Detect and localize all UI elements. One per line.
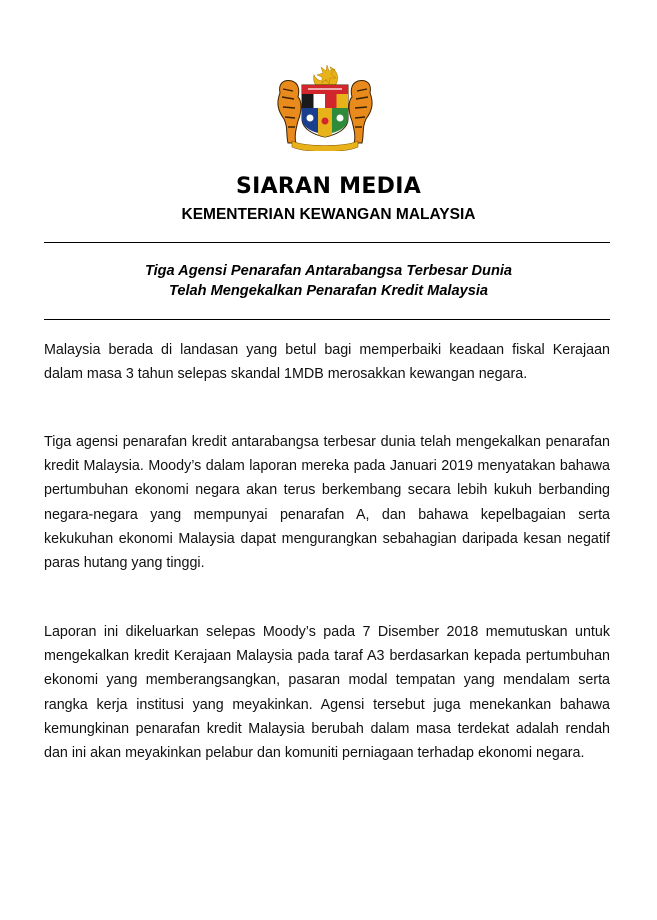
top-divider [44,242,610,243]
headline-line-2: Telah Mengekalkan Penarafan Kredit Malaysia [168,283,489,299]
paragraph-2: Tiga agensi penarafan kredit antarabangsa terbesar dunia telah mengekalkan penarafan kredit Malaysia. Moody’s dalam laporan mereka pada Januari 2019 menyatakan bahawa pertumbuhan ekonomi negara akan terus berkembang secara lebih kukuh berbanding negara-negara yang mempunyai penarafan A, dan bahawa kepelbagaian serta kekukuhan ekonomi Malaysia dapat mengurangkan sebahagian daripada kesan negatif paras hutang yang tinggi. [44,434,610,572]
bottom-divider [44,319,610,320]
page-title: SIARAN MEDIA [235,174,422,199]
paragraph-1: Malaysia berada di landasan yang betul bagi memperbaiki keadaan fiskal Kerajaan dalam masa 3 tahun selepas skandal 1MDB merosakkan kewangan negara. [44,342,610,383]
headline-line-1: Tiga Agensi Penarafan Antarabangsa Terbesar Dunia [144,263,513,279]
paragraph-3: Laporan ini dikeluarkan selepas Moody’s pada 7 Disember 2018 memutuskan untuk mengekalkan kredit Kerajaan Malaysia pada taraf A3 berdasarkan kepada pertumbuhan ekonomi yang memberangsangkan, pasaran modal tempatan yang mendalam serta rangka kerja institusi yang meyakinkan. Agensi tersebut juga menekankan bahawa kemungkinan penarafan kredit Malaysia berubah dalam masa terdekat adalah rendah dan ini akan meyakinkan pelabur dan komuniti perniagaan terhadap ekonomi negara. [44,624,610,762]
malaysia-coat-of-arms-icon [270,63,380,151]
ministry-name: KEMENTERIAN KEWANGAN MALAYSIA [181,206,476,223]
